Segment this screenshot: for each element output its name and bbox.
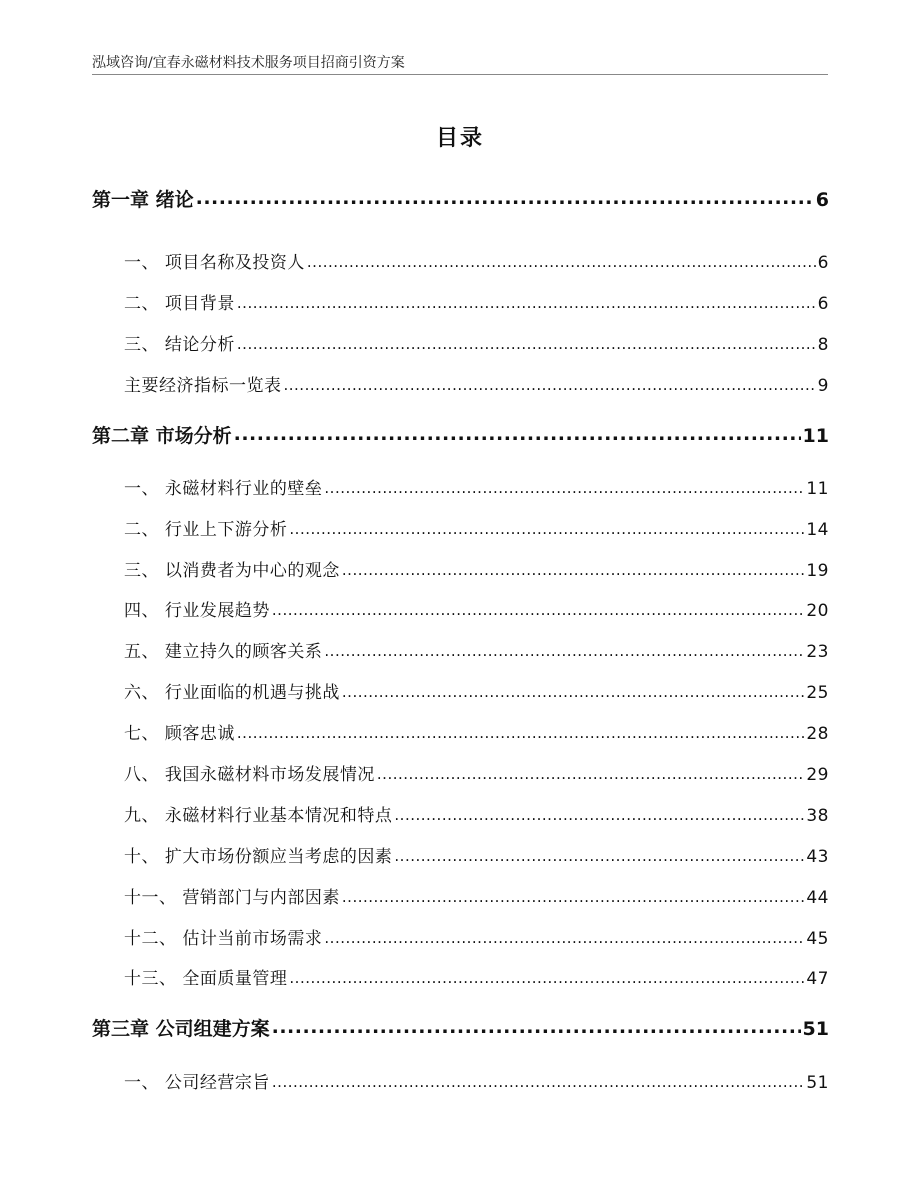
leader-dots [324, 927, 804, 944]
toc-label: 六、 行业面临的机遇与挑战 [124, 683, 340, 703]
toc-entry[interactable] [92, 964, 829, 989]
toc-entry[interactable] [92, 248, 829, 273]
toc-entry[interactable] [92, 883, 829, 908]
toc-entry[interactable] [92, 719, 829, 744]
leader-dots [289, 967, 804, 984]
toc-label: 第三章 公司组建方案 [92, 1018, 270, 1040]
toc-entry[interactable] [92, 289, 829, 314]
toc-page-number: 6 [817, 294, 829, 314]
toc-page-number: 28 [806, 724, 829, 744]
toc-page-number: 6 [817, 253, 829, 273]
leader-dots [234, 423, 801, 442]
toc-label: 九、 永磁材料行业基本情况和特点 [124, 806, 393, 826]
toc-label: 十二、 估计当前市场需求 [124, 929, 323, 949]
toc-page-number: 9 [817, 376, 829, 396]
leader-dots [284, 374, 816, 391]
toc-label: 一、 公司经营宗旨 [124, 1073, 270, 1093]
leader-dots [272, 1071, 804, 1088]
leader-dots [394, 804, 804, 821]
toc-entry[interactable] [92, 637, 829, 662]
toc-page-number: 11 [806, 479, 829, 499]
leader-dots [324, 477, 804, 494]
toc-page-number: 43 [806, 847, 829, 867]
toc-page-number: 38 [806, 806, 829, 826]
toc-chapter-1[interactable] [92, 185, 829, 212]
toc-label: 三、 结论分析 [124, 335, 235, 355]
page-title: 目录 [435, 126, 484, 151]
toc-entry[interactable] [92, 556, 829, 581]
toc-label: 十三、 全面质量管理 [124, 969, 288, 989]
toc-entry[interactable] [92, 760, 829, 785]
toc-label: 四、 行业发展趋势 [124, 601, 270, 621]
toc-label: 十、 扩大市场份额应当考虑的因素 [124, 847, 393, 867]
toc-entry[interactable] [92, 1068, 829, 1093]
toc-page-number: 8 [817, 335, 829, 355]
toc-page-number: 19 [806, 561, 829, 581]
leader-dots [237, 722, 804, 739]
toc-label: 三、 以消费者为中心的观念 [124, 561, 340, 581]
leader-dots [272, 1016, 801, 1035]
leader-dots [394, 845, 804, 862]
toc-page-number: 25 [806, 683, 829, 703]
toc-label: 七、 顾客忠诚 [124, 724, 235, 744]
leader-dots [196, 187, 814, 206]
toc-page-number: 11 [802, 425, 829, 447]
toc-entry[interactable] [92, 515, 829, 540]
toc-page-number: 47 [806, 969, 829, 989]
leader-dots [342, 559, 804, 576]
toc-entry[interactable] [92, 924, 829, 949]
toc-label: 二、 行业上下游分析 [124, 520, 288, 540]
toc-label: 二、 项目背景 [124, 294, 235, 314]
toc-entry[interactable] [92, 801, 829, 826]
toc-label: 五、 建立持久的顾客关系 [124, 642, 323, 662]
toc-label: 一、 项目名称及投资人 [124, 253, 305, 273]
leader-dots [307, 251, 816, 268]
toc-page-number: 44 [806, 888, 829, 908]
running-header: 泓域咨询/宜春永磁材料技术服务项目招商引资方案 [92, 55, 405, 71]
toc-chapter-3[interactable] [92, 1014, 829, 1041]
toc-page-number: 20 [806, 601, 829, 621]
toc-page-number: 51 [806, 1073, 829, 1093]
leader-dots [237, 333, 816, 350]
leader-dots [272, 599, 804, 616]
toc-entry[interactable] [92, 842, 829, 867]
toc-page-number: 45 [806, 929, 829, 949]
toc-label: 八、 我国永磁材料市场发展情况 [124, 765, 375, 785]
toc-page-number: 51 [802, 1018, 829, 1040]
toc-label: 第一章 绪论 [92, 189, 194, 211]
toc-entry[interactable] [92, 596, 829, 621]
leader-dots [342, 886, 804, 903]
toc-chapter-2[interactable] [92, 421, 829, 448]
leader-dots [324, 640, 804, 657]
toc-page-number: 6 [815, 189, 829, 211]
toc-entry[interactable] [92, 330, 829, 355]
toc-label: 第二章 市场分析 [92, 425, 232, 447]
leader-dots [289, 518, 804, 535]
toc-label: 十一、 营销部门与内部因素 [124, 888, 340, 908]
toc-page-number: 29 [806, 765, 829, 785]
toc-label: 一、 永磁材料行业的壁垒 [124, 479, 323, 499]
leader-dots [342, 681, 804, 698]
toc-entry[interactable] [92, 371, 829, 396]
leader-dots [237, 292, 816, 309]
leader-dots [377, 763, 804, 780]
toc-page-number: 23 [806, 642, 829, 662]
toc-entry[interactable] [92, 474, 829, 499]
header-rule [92, 74, 828, 75]
toc-entry[interactable] [92, 678, 829, 703]
toc-label: 主要经济指标一览表 [124, 376, 282, 396]
toc-page-number: 14 [806, 520, 829, 540]
